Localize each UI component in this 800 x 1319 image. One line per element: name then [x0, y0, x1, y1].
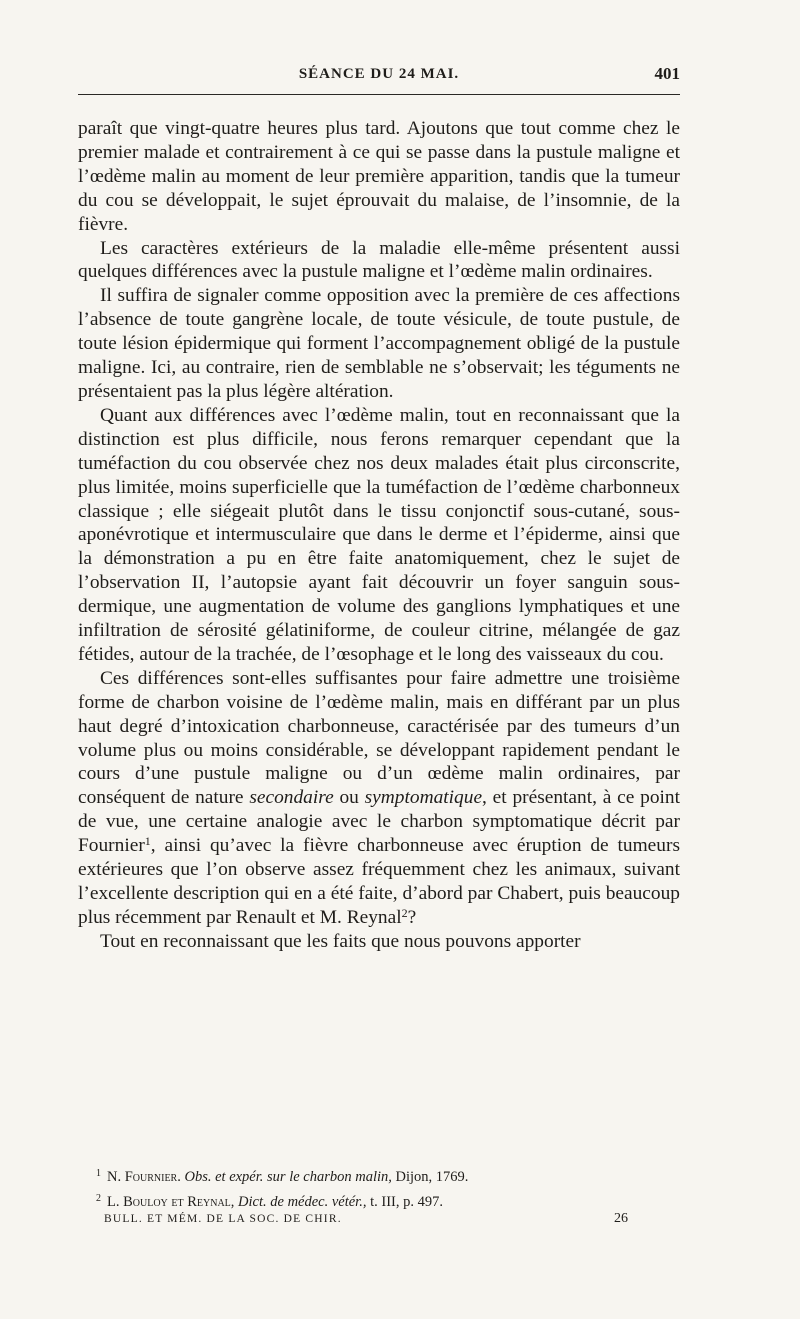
page-header	[78, 64, 680, 95]
italic-secondaire: secondaire	[249, 787, 334, 809]
signature-mark: 26	[614, 1211, 628, 1226]
page-footer	[104, 1213, 628, 1225]
paragraph-1: paraît que vingt-quatre heures plus tard. Ajoutons que tout comme chez le premier malade et contrairement à ce qui se passe dans la pustule maligne et l’œdème malin au moment de leur première apparition, tandis que la tumeur du cou se développait, le sujet éprouvait du malaise, de l’insomnie, de la fièvre.	[78, 118, 680, 235]
paragraph-5-text-c: , et présentant, à ce point de vue, une certaine analogie avec le charbon symptomatique décrit par Fournier	[78, 787, 680, 857]
paragraph-2: Les caractères extérieurs de la maladie elle-même présentent aussi quelques différences avec la pustule maligne et l’œdème malin ordinaires.	[78, 237, 680, 283]
body-text	[78, 117, 680, 954]
paragraph-5-text-a: Ces différences sont-elles suffisantes pour faire admettre une troisième forme de charbon voisine de l’œdème malin, mais en différant par un plus haut degré d’intoxication charbonneuse, caractérisée par des tumeurs d’un volume plus ou moins considérable, se développant rapidement pendant le cours d’une pustule maligne ou d’un œdème malin ordinaires, par conséquent de nature	[78, 667, 680, 809]
footnote-ref-2: 2	[401, 905, 408, 920]
footnotes	[78, 1163, 680, 1213]
running-title: SÉANCE DU 24 MAI.	[298, 66, 460, 82]
footnote-2-title: Dict. de médec. vétér.,	[238, 1194, 367, 1210]
footnote-2-author: L. Bouloy et Reynal,	[107, 1194, 235, 1210]
footnote-2-marker: 2	[96, 1193, 101, 1204]
page-number: 401	[654, 64, 680, 83]
paragraph-6: Tout en reconnaissant que les faits que nous pouvons apporter	[100, 930, 581, 952]
paragraph-3: Il suffira de signaler comme opposition avec la première de ces affections l’absence de toute gangrène locale, de toute vésicule, de toute pustule, de toute lésion épidermique qui forment l’accompagnement obligé de la pustule maligne. Ici, au contraire, rien de semblable ne s’observait; les téguments ne présentaient pas la plus légère altération.	[78, 285, 680, 402]
footnote-2	[78, 1188, 680, 1213]
italic-symptomatique: symptomatique	[364, 787, 483, 809]
footnote-1-marker: 1	[96, 1168, 101, 1179]
footnote-1-title: Obs. et expér. sur le charbon malin,	[184, 1169, 392, 1185]
paragraph-5-text-b: ou	[333, 787, 365, 809]
paragraph-5-text-d: , ainsi qu’avec la fièvre charbonneuse avec éruption de tumeurs extérieures que l’on observe assez fréquemment chez les animaux, suivant l’excellente description qui en a été faite, d’abord par Chabert, puis beaucoup plus récemment par Renault et M. Reynal	[78, 835, 680, 928]
footnote-1-author: N. Fournier.	[107, 1169, 181, 1185]
footnote-1	[78, 1163, 680, 1188]
journal-name: BULL. ET MÉM. DE LA SOC. DE CHIR.	[104, 1213, 342, 1225]
paragraph-5-text-e: ?	[407, 906, 417, 928]
paragraph-4: Quant aux différences avec l’œdème malin, tout en reconnaissant que la distinction est plus difficile, nous ferons remarquer cependant que la tuméfaction du cou observée chez nos deux malades était plus circonscrite, plus limitée, moins superficielle que la tuméfaction de l’œdème charbonneux classique ; elle siégeait plutôt dans le tissu conjonctif sous-cutané, sous-aponévrotique et intermusculaire que dans le derme et l’épiderme, ainsi que la démonstration a pu en être faite anatomiquement, chez le sujet de l’observation II, l’autopsie ayant fait découvrir un foyer sanguin sous-dermique, une augmentation de volume des ganglions lymphatiques et une infiltration de sérosité gélatiniforme, de couleur citrine, mélangée de gaz fétides, autour de la trachée, de l’œsophage et le long des vaisseaux du cou.	[78, 404, 680, 665]
paragraph-5	[78, 667, 680, 930]
footnote-ref-1: 1	[144, 834, 151, 849]
footnote-1-rest: Dijon, 1769.	[391, 1169, 469, 1185]
footnote-2-rest: t. III, p. 497.	[366, 1194, 443, 1210]
